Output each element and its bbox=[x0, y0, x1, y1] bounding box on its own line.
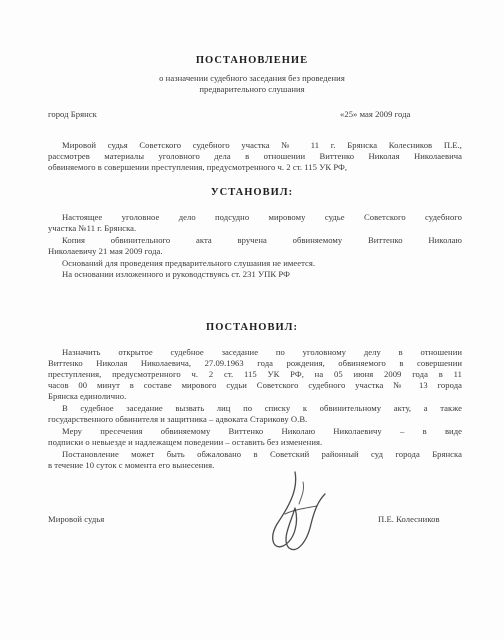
footer-judge-name: П.Е. Колесников bbox=[378, 514, 440, 524]
document-title: ПОСТАНОВЛЕНИЕ bbox=[195, 55, 309, 66]
established-line-2: участка №11 г. Брянска. bbox=[48, 223, 137, 233]
document-date: «25» мая 2009 года bbox=[340, 109, 411, 119]
resolved-line-9: подписки о невыезде и надлежащем поведении – оставить без изменения. bbox=[48, 437, 323, 447]
intro-line-2: рассмотрев материалы уголовного дела в отношении Виттенко Николая Николаевича bbox=[48, 151, 462, 161]
footer-judge-title: Мировой судья bbox=[48, 514, 105, 524]
subtitle-line-2: предварительного слушания bbox=[199, 84, 305, 94]
established-line-3: Копия обвинительного акта вручена обвиняемому Виттенко Николаю bbox=[62, 235, 462, 245]
resolved-line-6: В судебное заседание вызвать лиц по списку к обвинительному акту, а также bbox=[62, 403, 462, 413]
established-heading: УСТАНОВИЛ: bbox=[210, 187, 294, 198]
resolved-line-4: часов 00 минут в составе мирового судьи Советского судебного участка № 13 города bbox=[48, 380, 462, 390]
intro-line-3: обвиняемого в совершении преступления, предусмотренного ч. 2 ст. 115 УК РФ, bbox=[48, 162, 348, 172]
resolved-line-10: Постановление может быть обжаловано в Советский районный суд города Брянска bbox=[62, 449, 462, 459]
resolved-line-2: Виттенко Николая Николаевича, 27.09.1963 года рождения, обвиняемого в совершении bbox=[48, 358, 462, 368]
handwritten-signature bbox=[255, 462, 335, 557]
intro-line-1: Мировой судья Советского судебного участка № 11 г. Брянска Колесников П.Е., bbox=[62, 140, 462, 150]
resolved-line-7: государственного обвинителя и защитника – адвоката Старикову О.В. bbox=[48, 414, 308, 424]
resolved-line-5: Брянска единолично. bbox=[48, 391, 127, 401]
established-line-6: На основании изложенного и руководствуясь ст. 231 УПК РФ bbox=[62, 269, 290, 279]
resolved-line-11: в течение 10 суток с момента его вынесения. bbox=[48, 460, 215, 470]
resolved-line-1: Назначить открытое судебное заседание по уголовному делу в отношении bbox=[62, 347, 462, 357]
established-line-1: Настоящее уголовное дело подсудно мировому судье Советского судебного bbox=[62, 212, 462, 222]
resolved-line-8: Меру пресечения обвиняемому Виттенко Николаю Николаевичу – в виде bbox=[62, 426, 462, 436]
established-line-5: Оснований для проведения предварительного слушания не имеется. bbox=[62, 258, 316, 268]
resolved-line-3: преступления, предусмотренного ч. 2 ст. 115 УК РФ, на 05 июня 2009 года в 11 bbox=[48, 369, 462, 379]
resolved-heading: ПОСТАНОВИЛ: bbox=[206, 322, 298, 333]
subtitle-line-1: о назначении судебного заседания без проведения bbox=[159, 73, 345, 83]
city: город Брянск bbox=[48, 109, 97, 119]
established-line-4: Николаевичу 21 мая 2009 года. bbox=[48, 246, 163, 256]
